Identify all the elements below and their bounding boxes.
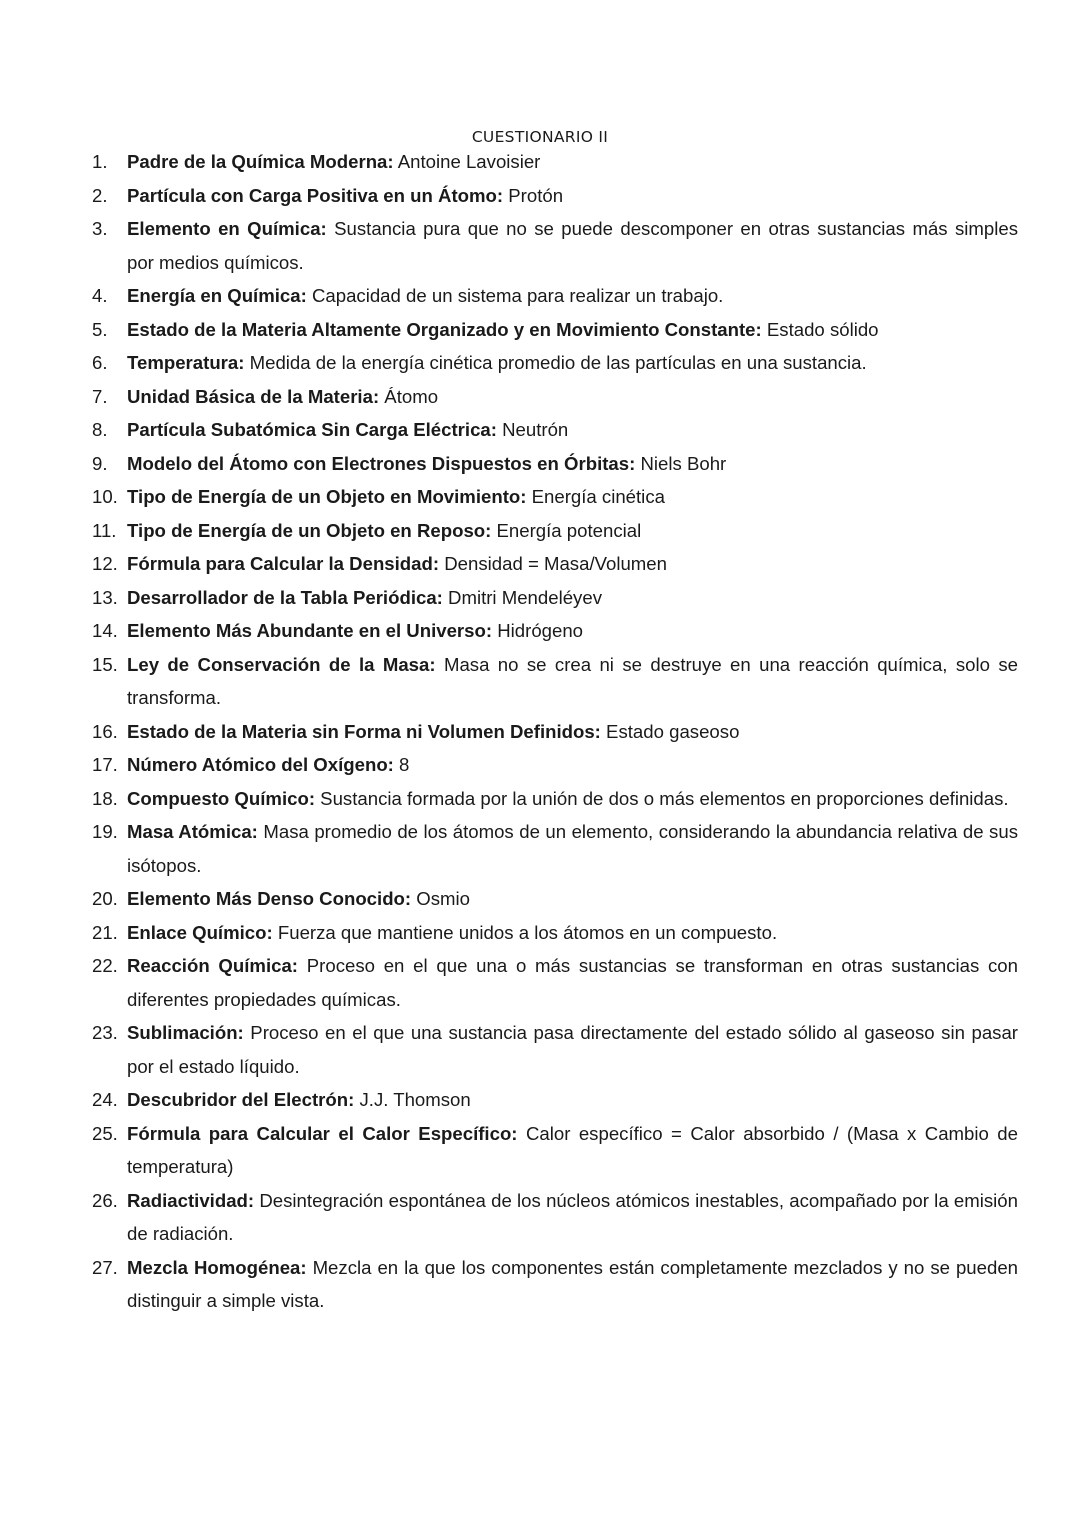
item-definition: Capacidad de un sistema para realizar un trabajo. (306, 285, 724, 306)
item-term: Ley de Conservación de la Masa: (127, 653, 436, 675)
item-text (127, 346, 1018, 380)
item-text (127, 447, 1018, 481)
list-item (92, 1117, 1018, 1184)
item-definition: Calor específico = Calor absorbido / (Masa x Cambio de temperatura) (127, 1122, 1018, 1177)
list-item (92, 145, 1018, 179)
item-definition: Estado sólido (761, 318, 879, 340)
item-definition: Densidad = Masa/Volumen (439, 553, 667, 574)
item-definition: Masa promedio de los átomos de un elemento, considerando la abundancia relativa de sus isótopos. (127, 821, 1018, 876)
item-definition: Desintegración espontánea de los núcleos atómicos inestables, acompañado por la emisión de radiación. (127, 1189, 1018, 1244)
item-number: 25. (92, 1122, 118, 1144)
item-text (127, 648, 1018, 715)
item-term: Número Atómico del Oxígeno: (127, 754, 394, 775)
item-text (127, 949, 1018, 1016)
item-term: Partícula con Carga Positiva en un Átomo: (127, 184, 504, 206)
item-text (127, 1117, 1018, 1184)
item-text (127, 715, 1018, 749)
item-text (127, 480, 1018, 514)
list-item (92, 346, 1018, 380)
question-list (92, 145, 1018, 1318)
item-number: 2. (92, 184, 108, 206)
item-number: 10. (92, 486, 118, 507)
item-term: Elemento Más Abundante en el Universo: (127, 620, 493, 641)
item-definition: Masa no se crea ni se destruye en una reacción química, solo se transforma. (127, 653, 1018, 708)
item-definition: Estado gaseoso (600, 720, 740, 742)
list-item (92, 1016, 1018, 1083)
list-item (92, 1251, 1018, 1318)
item-definition: Neutrón (496, 419, 569, 440)
item-definition: 8 (393, 754, 410, 775)
item-text (127, 581, 1018, 615)
item-term: Mezcla Homogénea: (127, 1256, 307, 1278)
item-text (127, 145, 1018, 179)
item-number: 19. (92, 821, 118, 842)
item-text (127, 882, 1018, 916)
item-number: 27. (92, 1256, 118, 1278)
item-text (127, 1083, 1018, 1117)
item-term: Elemento Más Denso Conocido: (127, 888, 412, 909)
item-text (127, 1251, 1018, 1318)
item-definition: Antoine Lavoisier (393, 151, 541, 172)
item-term: Compuesto Químico: (127, 787, 316, 809)
item-term: Estado de la Materia Altamente Organizado y en Movimiento Constante: (127, 318, 762, 340)
item-number: 5. (92, 318, 108, 340)
item-term: Tipo de Energía de un Objeto en Reposo: (127, 519, 492, 541)
list-item (92, 313, 1018, 347)
item-term: Masa Atómica: (127, 821, 258, 842)
item-number: 6. (92, 352, 108, 373)
item-number: 15. (92, 653, 118, 675)
list-item (92, 547, 1018, 581)
item-number: 8. (92, 419, 108, 440)
item-number: 1. (92, 151, 108, 172)
item-definition: J.J. Thomson (354, 1089, 471, 1110)
item-definition: Mezcla en la que los componentes están completamente mezclados y no se pueden distinguir a simple vista. (127, 1256, 1019, 1311)
list-item (92, 782, 1018, 816)
item-number: 23. (92, 1022, 118, 1043)
item-definition: Energía cinética (526, 486, 665, 507)
list-item (92, 447, 1018, 481)
item-term: Energía en Química: (127, 285, 307, 306)
item-definition: Hidrógeno (492, 620, 584, 641)
item-term: Modelo del Átomo con Electrones Dispuestos en Órbitas: (127, 452, 636, 474)
item-text (127, 514, 1018, 548)
item-term: Tipo de Energía de un Objeto en Movimiento: (127, 486, 527, 507)
item-text (127, 916, 1018, 950)
list-item (92, 279, 1018, 313)
item-definition: Proceso en el que una sustancia pasa directamente del estado sólido al gaseoso sin pasar por el estado líquido. (127, 1022, 1018, 1077)
list-item (92, 480, 1018, 514)
item-number: 24. (92, 1089, 118, 1110)
item-definition: Proceso en el que una o más sustancias se transforman en otras sustancias con diferentes propiedades químicas. (127, 955, 1018, 1010)
item-term: Sublimación: (127, 1022, 244, 1043)
item-term: Estado de la Materia sin Forma ni Volumen Definidos: (127, 720, 601, 742)
item-number: 16. (92, 720, 118, 742)
list-item (92, 581, 1018, 615)
item-number: 3. (92, 218, 108, 239)
item-number: 22. (92, 955, 118, 976)
item-definition: Fuerza que mantiene unidos a los átomos en un compuesto. (272, 921, 778, 943)
item-term: Padre de la Química Moderna: (127, 151, 394, 172)
list-item (92, 748, 1018, 782)
item-definition: Energía potencial (491, 519, 642, 541)
item-number: 20. (92, 888, 118, 909)
item-term: Desarrollador de la Tabla Periódica: (127, 586, 443, 608)
item-term: Descubridor del Electrón: (127, 1089, 355, 1110)
item-definition: Osmio (411, 888, 470, 909)
item-number: 4. (92, 285, 108, 306)
item-term: Radiactividad: (127, 1189, 255, 1211)
item-text (127, 313, 1018, 347)
item-number: 13. (92, 586, 118, 608)
item-text (127, 614, 1018, 648)
list-item (92, 413, 1018, 447)
item-term: Enlace Químico: (127, 921, 273, 943)
item-text (127, 413, 1018, 447)
item-number: 17. (92, 754, 118, 775)
list-item (92, 1184, 1018, 1251)
item-number: 11. (92, 519, 117, 541)
item-term: Unidad Básica de la Materia: (127, 385, 380, 407)
item-definition: Niels Bohr (635, 452, 727, 474)
list-item (92, 715, 1018, 749)
item-number: 26. (92, 1189, 118, 1211)
item-text (127, 380, 1018, 414)
item-text (127, 179, 1018, 213)
document-title: CUESTIONARIO II (471, 128, 609, 146)
item-text (127, 782, 1018, 816)
item-term: Temperatura: (127, 352, 245, 373)
list-item (92, 212, 1018, 279)
item-term: Reacción Química: (127, 955, 298, 976)
list-item (92, 648, 1018, 715)
item-definition: Sustancia formada por la unión de dos o más elementos en proporciones definidas. (315, 787, 1009, 809)
item-text (127, 815, 1018, 882)
item-term: Fórmula para Calcular la Densidad: (127, 553, 440, 574)
item-definition: Sustancia pura que no se puede descomponer en otras sustancias más simples por medios químicos. (127, 218, 1019, 273)
list-item (92, 882, 1018, 916)
item-text (127, 748, 1018, 782)
list-item (92, 916, 1018, 950)
item-text (127, 279, 1018, 313)
item-number: 18. (92, 787, 118, 809)
item-number: 9. (92, 452, 108, 474)
list-item (92, 179, 1018, 213)
list-item (92, 1083, 1018, 1117)
item-text (127, 547, 1018, 581)
item-number: 14. (92, 620, 118, 641)
list-item (92, 380, 1018, 414)
list-item (92, 614, 1018, 648)
item-text (127, 212, 1018, 279)
list-item (92, 514, 1018, 548)
item-definition: Átomo (379, 385, 439, 407)
item-definition: Medida de la energía cinética promedio de las partículas en una sustancia. (244, 352, 867, 373)
item-term: Elemento en Química: (127, 218, 327, 239)
item-definition: Dmitri Mendeléyev (442, 586, 602, 608)
list-item (92, 815, 1018, 882)
item-text (127, 1184, 1018, 1251)
item-number: 21. (92, 921, 118, 943)
list-item (92, 949, 1018, 1016)
item-text (127, 1016, 1018, 1083)
item-definition: Protón (503, 184, 564, 206)
item-number: 12. (92, 553, 118, 574)
item-number: 7. (92, 385, 108, 407)
item-term: Fórmula para Calcular el Calor Específico: (127, 1122, 518, 1144)
item-term: Partícula Subatómica Sin Carga Eléctrica: (127, 419, 497, 440)
